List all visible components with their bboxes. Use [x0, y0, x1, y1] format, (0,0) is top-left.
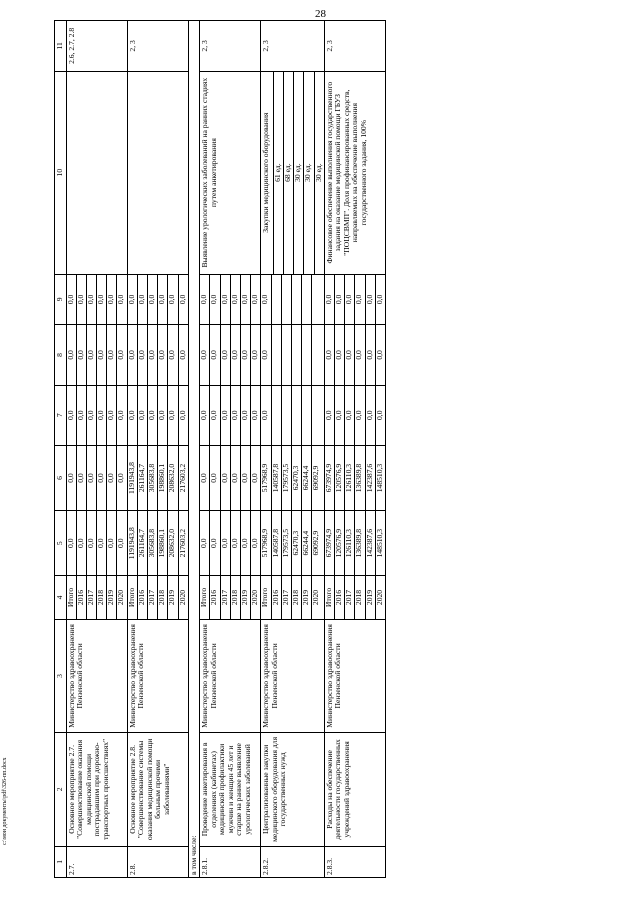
other-sources-cell-list — [67, 275, 127, 325]
value: 0,0 — [355, 325, 365, 384]
local-budget-cell — [324, 325, 385, 385]
value: 0,0 — [250, 473, 260, 483]
total-cell-list — [325, 511, 385, 575]
value: 0,0 — [86, 386, 96, 445]
other-sources-cell-list — [325, 275, 385, 325]
value: 0,0 — [168, 275, 178, 325]
regional-budget-cell — [66, 445, 127, 510]
federal-budget-cell-list — [261, 386, 321, 445]
value — [291, 386, 301, 445]
value: 0,0 — [241, 275, 251, 325]
value: 0,0 — [261, 386, 271, 445]
value: 0,0 — [210, 325, 220, 384]
regional-budget-cell-list — [261, 446, 321, 510]
value: 2019 — [168, 576, 178, 618]
value: 0,0 — [137, 275, 147, 325]
activity-name: Основное мероприятие 2.8. "Совершенствование системы оказания медицинской помощи больным прочими заболеваниями" — [127, 733, 188, 846]
value: 126110,3 — [345, 446, 355, 510]
value: 2016 — [335, 576, 345, 618]
regional-budget-cell — [200, 445, 261, 510]
value: 0,0 — [97, 386, 107, 445]
years-cell-list — [261, 576, 321, 618]
value — [271, 386, 281, 445]
value: 0,0 — [107, 275, 117, 325]
value: 0,0 — [355, 275, 365, 325]
table-row — [127, 21, 188, 878]
value: 517968,9 — [261, 446, 271, 510]
years-cell-list — [325, 576, 385, 618]
value: 0,0 — [107, 446, 117, 510]
column-number: 6 — [55, 445, 67, 510]
years-cell — [66, 576, 127, 619]
value: 0,0 — [116, 294, 126, 305]
value: 0,0 — [76, 386, 86, 445]
value: 2020 — [311, 589, 321, 606]
years-cell-list — [200, 576, 260, 618]
other-sources-cell — [261, 274, 324, 325]
value — [291, 325, 301, 384]
value: 0,0 — [148, 275, 158, 325]
value: 217603,2 — [177, 463, 187, 493]
value: 2020 — [177, 589, 187, 606]
value: 0,0 — [365, 275, 375, 325]
total-cell-list — [128, 511, 188, 575]
local-budget-cell — [127, 325, 188, 385]
value: 2020 — [116, 589, 126, 606]
federal-budget-cell — [200, 385, 261, 445]
other-sources-cell-list — [261, 275, 321, 325]
total-cell — [261, 511, 324, 576]
value: 0,0 — [97, 325, 107, 384]
federal-budget-cell — [324, 385, 385, 445]
value: 217603,2 — [177, 528, 187, 558]
indicator-links: 2, 3 — [261, 21, 324, 72]
value: 148510,3 — [374, 528, 384, 558]
table-row — [66, 21, 127, 878]
other-sources-cell-list — [128, 275, 188, 325]
value — [302, 275, 312, 325]
local-budget-cell-list — [128, 325, 188, 384]
other-sources-cell-list — [200, 275, 260, 325]
value: 0,0 — [67, 446, 77, 510]
other-sources-cell — [200, 274, 261, 325]
value: 0,0 — [116, 410, 126, 420]
value: 0,0 — [250, 294, 260, 305]
value: 2016 — [137, 576, 147, 618]
total-cell-list — [200, 511, 260, 575]
value: 69092,9 — [311, 465, 321, 491]
local-budget-cell — [261, 325, 324, 385]
row-number: 2.8.3. — [324, 846, 385, 877]
column-number: 11 — [55, 21, 67, 72]
value: 261164,7 — [137, 511, 147, 575]
value: 69092,9 — [311, 530, 321, 556]
value: 0,0 — [97, 275, 107, 325]
value: 0,0 — [230, 446, 240, 510]
local-budget-cell-list — [325, 325, 385, 384]
years-cell-list — [67, 576, 127, 618]
value: 0,0 — [230, 511, 240, 575]
federal-budget-cell — [127, 385, 188, 445]
value: 0,0 — [374, 350, 384, 360]
years-cell — [127, 576, 188, 619]
value: 0,0 — [148, 386, 158, 445]
value: 198860,1 — [158, 511, 168, 575]
value: 0,0 — [230, 325, 240, 384]
value: 0,0 — [374, 410, 384, 420]
value: 0,0 — [261, 275, 271, 325]
value: 120576,9 — [335, 511, 345, 575]
value: 0,0 — [148, 325, 158, 384]
value: 0,0 — [177, 410, 187, 420]
value: 0,0 — [365, 386, 375, 445]
value: 0,0 — [128, 325, 138, 384]
value: 66244,4 — [302, 511, 312, 575]
value: 0,0 — [137, 386, 147, 445]
value: 0,0 — [97, 446, 107, 510]
activity-name: Проведение анкетирования в отделениях (кабинетах) медицинской профилактики мужчин и женщин 45 лет и старше на раннее выявление урологических заболеваний — [200, 733, 261, 846]
value: 2018 — [230, 576, 240, 618]
value: 2016 — [76, 576, 86, 618]
value: 305683,8 — [148, 446, 158, 510]
value: 2016 — [210, 576, 220, 618]
value: 1191943,8 — [128, 511, 138, 575]
value: 0,0 — [86, 275, 96, 325]
value: 0,0 — [76, 446, 86, 510]
value: 0,0 — [168, 386, 178, 445]
value: 0,0 — [116, 350, 126, 360]
activity-name: Централизованные закупки медицинского оборудования для государственных нужд — [261, 733, 324, 846]
value: 148510,3 — [374, 463, 384, 493]
indicator-links: 2, 3 — [200, 21, 261, 72]
years-cell — [324, 576, 385, 619]
value: 0,0 — [250, 538, 260, 548]
value: 0,0 — [345, 386, 355, 445]
indicator-links: 2, 3 — [127, 21, 188, 72]
total-cell — [127, 511, 188, 576]
value: 0,0 — [107, 325, 117, 384]
value: 208632,0 — [168, 511, 178, 575]
value: 305683,8 — [148, 511, 158, 575]
indicator-links: 2, 3 — [324, 21, 385, 72]
federal-budget-cell-list — [128, 386, 188, 445]
regional-budget-cell — [261, 445, 324, 510]
column-number: 3 — [55, 619, 67, 732]
value: 2020 — [374, 589, 384, 606]
result-cell — [261, 71, 324, 274]
row-number: 2.8.2. — [261, 846, 324, 877]
value: 0,0 — [86, 446, 96, 510]
value: 0,0 — [335, 325, 345, 384]
value: 198860,1 — [158, 446, 168, 510]
value: 0,0 — [158, 386, 168, 445]
value: 2019 — [302, 576, 312, 618]
result-value: 30 ед. — [313, 163, 323, 182]
result-text: Выявление урологических заболеваний на ранних стадиях путем анкетирования — [200, 77, 218, 268]
value: 179573,5 — [281, 446, 291, 510]
value: 0,0 — [325, 275, 335, 325]
local-budget-cell — [200, 325, 261, 385]
column-number: 8 — [55, 325, 67, 385]
value: 142387,6 — [365, 511, 375, 575]
result-cell — [200, 71, 261, 274]
value: Итого — [128, 576, 138, 618]
value: 208632,0 — [168, 446, 178, 510]
value: 2018 — [97, 576, 107, 618]
value: 62470,3 — [291, 446, 301, 510]
total-cell-list — [67, 511, 127, 575]
value: 0,0 — [107, 386, 117, 445]
value: 0,0 — [241, 511, 251, 575]
total-cell — [324, 511, 385, 576]
result-value: 30 ед. — [294, 72, 304, 274]
value: 2016 — [271, 576, 281, 618]
program-table — [54, 20, 386, 878]
local-budget-cell-list — [200, 325, 260, 384]
value: 0,0 — [200, 325, 210, 384]
federal-budget-cell-list — [200, 386, 260, 445]
value: 0,0 — [97, 511, 107, 575]
regional-budget-cell-list — [200, 446, 260, 510]
local-budget-cell-list — [261, 325, 321, 384]
value: 0,0 — [177, 294, 187, 305]
value: 120576,9 — [335, 446, 345, 510]
value: 2017 — [345, 576, 355, 618]
total-cell — [200, 511, 261, 576]
column-number: 7 — [55, 385, 67, 445]
total-cell — [66, 511, 127, 576]
value: 2018 — [158, 576, 168, 618]
value: 2018 — [291, 576, 301, 618]
value: 0,0 — [241, 325, 251, 384]
result-value: 61 ед. — [274, 72, 284, 274]
executor: Министерство здравоохранения Пензенской области — [127, 619, 188, 732]
rotated-table-wrapper — [54, 20, 632, 878]
value — [281, 386, 291, 445]
column-number: 2 — [55, 733, 67, 846]
value: 142387,6 — [365, 446, 375, 510]
footer-path: c:\мои документы\pdf\326-пп.docx — [2, 757, 8, 845]
executor: Министерство здравоохранения Пензенской области — [324, 619, 385, 732]
value: 0,0 — [345, 325, 355, 384]
federal-budget-cell-list — [67, 386, 127, 445]
value: 0,0 — [67, 386, 77, 445]
column-number: 4 — [55, 576, 67, 619]
value: 0,0 — [250, 410, 260, 420]
value: 0,0 — [67, 275, 77, 325]
value: Итого — [261, 576, 271, 618]
row-number: 2.8.1. — [200, 846, 261, 877]
result-value: 68 ед. — [284, 72, 294, 274]
value: 2017 — [148, 576, 158, 618]
value: 2019 — [241, 576, 251, 618]
result-text: Закупки медицинского оборудования — [261, 112, 271, 233]
value: 0,0 — [200, 386, 210, 445]
result-cell — [66, 71, 127, 274]
result-text: Финансовое обеспечение выполнения государственного задания на оказание медицинской помощи ГБУЗ "ПОЦСВМП". Доля профинансированных средств, направляемых на обеспечение выполнения государственного задания, 100% — [324, 81, 368, 264]
executor: Министерство здравоохранения Пензенской области — [261, 619, 324, 732]
value: 126110,3 — [345, 511, 355, 575]
other-sources-cell — [324, 274, 385, 325]
executor: Министерство здравоохранения Пензенской области — [200, 619, 261, 732]
indicator-links: 2.6, 2.7, 2.8 — [66, 21, 127, 72]
row-number: 2.8. — [127, 846, 188, 877]
table-row — [324, 21, 385, 878]
value: 0,0 — [107, 511, 117, 575]
value: 2017 — [281, 576, 291, 618]
value — [271, 325, 281, 384]
value: 0,0 — [345, 275, 355, 325]
executor: Министерство здравоохранения Пензенской области — [66, 619, 127, 732]
value: 0,0 — [220, 386, 230, 445]
years-cell-list — [128, 576, 188, 618]
value: 0,0 — [241, 446, 251, 510]
value: 2017 — [86, 576, 96, 618]
other-sources-cell — [66, 274, 127, 325]
value: 673974,9 — [325, 511, 335, 575]
local-budget-cell-list — [67, 325, 127, 384]
value: 0,0 — [76, 511, 86, 575]
regional-budget-cell — [127, 445, 188, 510]
value — [281, 275, 291, 325]
value: 0,0 — [241, 386, 251, 445]
value: 2019 — [107, 576, 117, 618]
result-cell — [127, 71, 188, 274]
value: 0,0 — [158, 325, 168, 384]
value: 0,0 — [210, 511, 220, 575]
value: 0,0 — [200, 446, 210, 510]
value: 1191943,8 — [128, 446, 138, 510]
value: 0,0 — [230, 386, 240, 445]
value: 0,0 — [86, 511, 96, 575]
result-cell — [324, 71, 385, 274]
value: 0,0 — [325, 386, 335, 445]
value: 0,0 — [210, 446, 220, 510]
value: 0,0 — [137, 325, 147, 384]
value — [312, 386, 322, 445]
regional-budget-cell-list — [67, 446, 127, 510]
row-number: 2.7. — [66, 846, 127, 877]
years-cell — [261, 576, 324, 619]
value: 0,0 — [335, 275, 345, 325]
value: 0,0 — [220, 325, 230, 384]
value: 0,0 — [67, 511, 77, 575]
value: 136389,8 — [355, 511, 365, 575]
federal-budget-cell — [66, 385, 127, 445]
value: Итого — [67, 576, 77, 618]
regional-budget-cell-list — [128, 446, 188, 510]
regional-budget-cell-list — [325, 446, 385, 510]
value: 0,0 — [200, 511, 210, 575]
value: 0,0 — [76, 325, 86, 384]
value: 0,0 — [128, 386, 138, 445]
value — [271, 275, 281, 325]
result-value: 30 ед. — [304, 72, 314, 274]
result-values — [273, 72, 324, 274]
value: 0,0 — [365, 325, 375, 384]
activity-name: Основное мероприятие 2.7. "Совершенствование оказания медицинской помощи пострадавшим при дорожно-транспортных происшествиях" — [66, 733, 127, 846]
local-budget-cell — [66, 325, 127, 385]
column-number: 5 — [55, 511, 67, 576]
value — [312, 325, 322, 384]
activity-name: Расходы на обеспечение деятельности государственных учреждений здравоохранения — [324, 733, 385, 846]
table-row — [200, 21, 261, 878]
value: Итого — [200, 576, 210, 618]
value: 2019 — [365, 576, 375, 618]
page-number: 28 — [315, 8, 326, 20]
value: 0,0 — [67, 325, 77, 384]
value: 0,0 — [128, 275, 138, 325]
value: 2017 — [220, 576, 230, 618]
value: 0,0 — [250, 350, 260, 360]
value: 0,0 — [355, 386, 365, 445]
header-row — [55, 21, 67, 878]
value: 517968,9 — [261, 511, 271, 575]
total-cell-list — [261, 511, 321, 575]
value: 179573,5 — [281, 511, 291, 575]
table-row — [261, 21, 324, 878]
value: 673974,9 — [325, 446, 335, 510]
value: 2020 — [250, 589, 260, 606]
column-number: 1 — [55, 846, 67, 877]
inline-label-row — [188, 21, 200, 878]
other-sources-cell — [127, 274, 188, 325]
value: 136389,8 — [355, 446, 365, 510]
value: 0,0 — [374, 294, 384, 305]
including-label: в том числе: — [188, 21, 200, 878]
regional-budget-cell — [324, 445, 385, 510]
value: 0,0 — [86, 325, 96, 384]
value — [312, 275, 322, 325]
value: 0,0 — [261, 325, 271, 384]
value — [281, 325, 291, 384]
column-number: 9 — [55, 274, 67, 325]
value: Итого — [325, 576, 335, 618]
value: 261164,7 — [137, 446, 147, 510]
federal-budget-cell — [261, 385, 324, 445]
value: 2018 — [355, 576, 365, 618]
value: 0,0 — [200, 275, 210, 325]
value: 0,0 — [210, 386, 220, 445]
value: 0,0 — [116, 538, 126, 548]
value: 140587,8 — [271, 446, 281, 510]
value: 140587,8 — [271, 511, 281, 575]
value: 0,0 — [220, 446, 230, 510]
value: 66244,4 — [302, 446, 312, 510]
years-cell — [200, 576, 261, 619]
value — [302, 386, 312, 445]
value — [291, 275, 301, 325]
value: 0,0 — [158, 275, 168, 325]
value: 0,0 — [116, 473, 126, 483]
value: 62470,3 — [291, 511, 301, 575]
column-number: 10 — [55, 71, 67, 274]
value — [302, 325, 312, 384]
federal-budget-cell-list — [325, 386, 385, 445]
value: 0,0 — [210, 275, 220, 325]
value: 0,0 — [325, 325, 335, 384]
value: 0,0 — [220, 511, 230, 575]
value: 0,0 — [177, 350, 187, 360]
value: 0,0 — [230, 275, 240, 325]
value: 0,0 — [76, 275, 86, 325]
value: 0,0 — [335, 386, 345, 445]
value: 0,0 — [168, 325, 178, 384]
value: 0,0 — [220, 275, 230, 325]
